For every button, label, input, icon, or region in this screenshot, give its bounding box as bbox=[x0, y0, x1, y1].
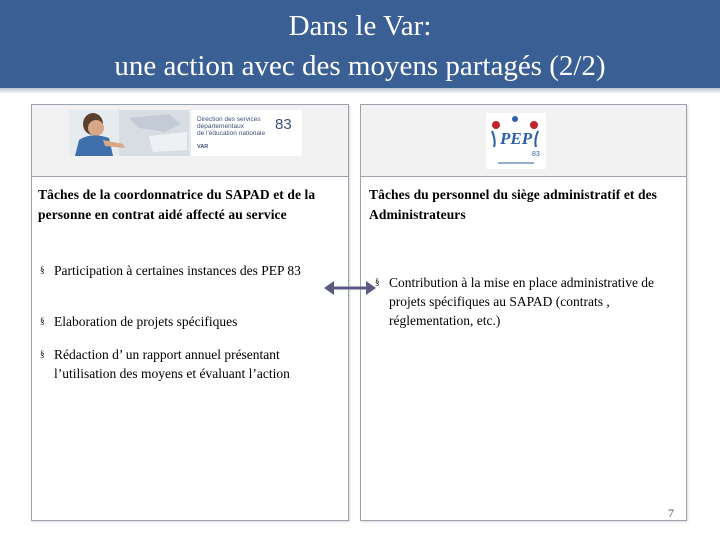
child-writing-photo bbox=[69, 110, 302, 156]
pep-83-logo bbox=[486, 113, 546, 169]
bullet-marker: § bbox=[40, 265, 45, 275]
pep-logo-number: 83 bbox=[532, 151, 540, 158]
page-number: 7 bbox=[668, 506, 674, 520]
slide-title-line1: Dans le Var: bbox=[288, 10, 432, 42]
right-bullet-1-text: Contribution à la mise en place administrative de projets spécifiques au SAPAD (contrats , réglementation, etc.) bbox=[389, 275, 655, 328]
dsden-logo-number: 83 bbox=[275, 116, 292, 133]
pep-logo-text: PEP bbox=[500, 129, 533, 148]
dsden-logo-line3: de l'éducation nationale bbox=[197, 130, 266, 137]
double-arrow-icon bbox=[324, 276, 376, 300]
left-bullet-1-text: Participation à certaines instances des PEP 83 bbox=[54, 263, 301, 278]
dsden-logo-line1: Direction des services bbox=[197, 116, 261, 123]
right-bullet-1 bbox=[375, 273, 675, 330]
header-shadow bbox=[0, 88, 720, 94]
left-panel bbox=[31, 104, 349, 521]
left-bullet-3 bbox=[40, 345, 340, 383]
left-bullet-2-text: Elaboration de projets spécifiques bbox=[54, 314, 238, 329]
bullet-marker: § bbox=[375, 277, 380, 287]
slide-title-line2: une action avec des moyens partagés (2/2) bbox=[114, 50, 606, 82]
left-panel-title: Tâches de la coordonnatrice du SAPAD et de la personne en contrat aidé affecté au service bbox=[38, 187, 316, 222]
dsden-logo-line2: départementaux bbox=[197, 123, 244, 130]
left-bullet-1 bbox=[40, 261, 336, 280]
right-panel-title: Tâches du personnel du siège administratif et des Administrateurs bbox=[369, 187, 658, 222]
slide-header bbox=[0, 0, 720, 88]
dsden-var-logo bbox=[69, 110, 302, 156]
left-bullet-3-text: Rédaction d’ un rapport annuel présentant l’utilisation des moyens et évaluant l’action bbox=[54, 347, 290, 381]
left-bullet-2 bbox=[40, 312, 336, 331]
dsden-logo-footer: VAR bbox=[197, 144, 209, 150]
bullet-marker: § bbox=[40, 349, 45, 359]
bullet-marker: § bbox=[40, 316, 45, 326]
